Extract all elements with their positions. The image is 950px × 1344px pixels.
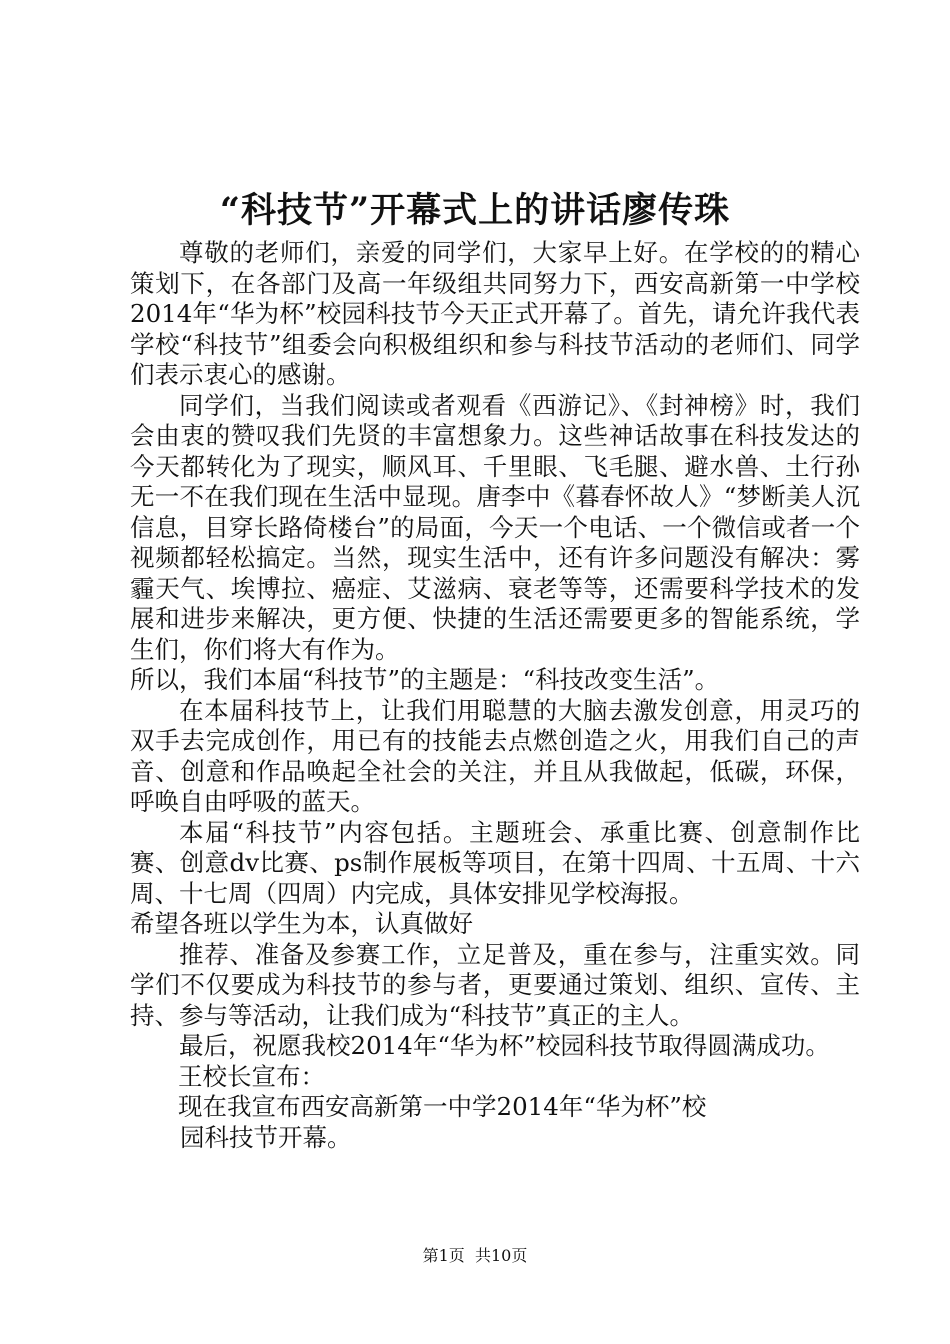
announcement-block	[130, 1062, 860, 1154]
document-body	[130, 238, 860, 1153]
announcement-line-1: 现在我宣布西安高新第一中学2014年“华为杯”校	[178, 1092, 707, 1121]
announcement-speaker: 王校长宣布：	[178, 1061, 325, 1091]
page-footer	[0, 1246, 950, 1266]
paragraph-hope: 希望各班以学生为本，认真做好	[130, 909, 473, 938]
paragraph-closing: 最后，祝愿我校2014年“华为杯”校园科技节取得圆满成功。	[179, 1031, 830, 1060]
paragraph-participation: 推荐、准备及参赛工作，立足普及，重在参与，注重实效。同学们不仅要成为科技节的参与者，更要通过策划、组织、宣传、主持、参与等活动，让我们成为“科技节”真正的主人。	[130, 939, 860, 1030]
paragraph-contents: 本届“科技节”内容包括。主题班会、承重比赛、创意制作比赛、创意dv比赛、ps制作展板等项目，在第十四周、十五周、十六周、十七周（四周）内完成，具体安排见学校海报。	[130, 817, 860, 908]
announcement-line-2: 园科技节开幕。	[180, 1122, 352, 1152]
paragraph-theme: 所以，我们本届“科技节”的主题是：“科技改变生活”。	[130, 665, 720, 694]
paragraph-greeting: 尊敬的老师们，亲爱的同学们，大家早上好。在学校的的精心策划下，在各部门及高一年级组共同努力下，西安高新第一中学校2014年“华为杯”校园科技节今天正式开幕了。首先，请允许我代表学校“科技节”组委会向积极组织和参与科技节活动的老师们、同学们表示衷心的感谢。	[130, 238, 860, 389]
page-total: 共10页	[474, 1246, 528, 1265]
page-number: 第1页	[422, 1246, 465, 1265]
paragraph-call-to-action: 在本届科技节上，让我们用聪慧的大脑去激发创意，用灵巧的双手去完成创作，用已有的技能去点燃创造之火，用我们自己的声音、创意和作品唤起全社会的关注，并且从我做起，低碳，环保，呼唤自由呼吸的蓝天。	[130, 695, 860, 816]
paragraph-imagination: 同学们，当我们阅读或者观看《西游记》、《封神榜》时，我们会由衷的赞叹我们先贤的丰富想象力。这些神话故事在科技发达的今天都转化为了现实，顺风耳、千里眼、飞毛腿、避水兽、土行孙无一不在我们现在生活中显现。唐李中《暮春怀故人》“梦断美人沉信息，目穿长路倚楼台”的局面，今天一个电话、一个微信或者一个视频都轻松搞定。当然，现实生活中，还有许多问题没有解决：雾霾天气、埃博拉、癌症、艾滋病、衰老等等，还需要科学技术的发展和进步来解决，更方便、快捷的生活还需要更多的智能系统，学生们，你们将大有作为。	[130, 390, 860, 664]
document-title: “科技节”开幕式上的讲话廖传珠	[219, 190, 731, 231]
